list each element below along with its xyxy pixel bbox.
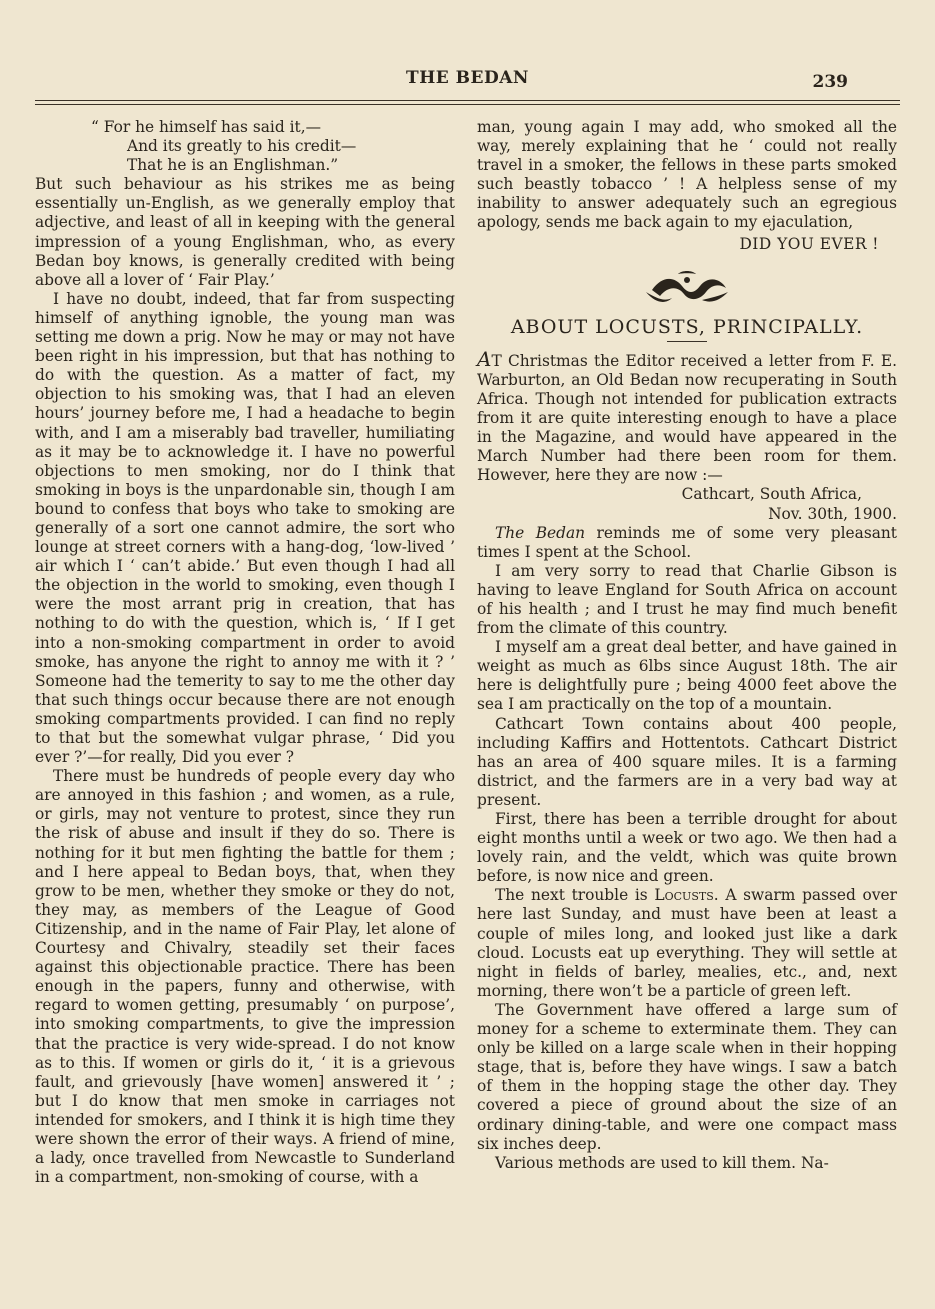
- dateline-place: Cathcart, South Africa,: [681, 485, 862, 504]
- paragraph-text: The next trouble is: [495, 886, 655, 905]
- paragraph: Cathcart Town contains about 400 people, including Kaffirs and Hottentots. Cathcart District has an area of 400 square miles. It is a farming district, and the farmers are in a very bad way at present.: [477, 714, 897, 809]
- dateline-date: Nov. 30th, 1900.: [768, 504, 897, 523]
- paragraph: man, young again I may add, who smoked all the way, merely explaining that he ‘ could not really travel in a smoker, the fellows in these parts smoked such beastly tobacco ’ ! A helpless sense of my inability to answer adequately such an egregious apology, sends me back again to my ejaculation,: [477, 118, 897, 232]
- left-column: [35, 118, 455, 1187]
- paragraph-text: reminds me of some very pleasant times I spent at the School.: [477, 523, 897, 561]
- poem-line: And its greatly to his credit—: [127, 137, 357, 156]
- right-column: [477, 118, 897, 1173]
- drop-cap: A: [477, 346, 492, 371]
- poem-quote: [35, 118, 455, 175]
- paragraph: I have no doubt, indeed, that far from suspecting himself of anything ignoble, the young man was setting me down a prig. Now he may or may not have been right in his impression, but that has nothing to do with the question. As a matter of fact, my objection to his smoking was, that I had an eleven hours’ journey before me, I had a headache to begin with, and I am a miserably bad traveller, humiliating as it may be to acknowledge it. I have no powerful objections to men smoking, nor do I think that smoking in boys is the unpardonable sin, though I am bound to confess that boys who take to smoking are generally of a sort one cannot admire, the sort who lounge at street corners with a hang-dog, ‘low-lived ’ air which I ‘ can’t abide.’ But even though I had all the objection in the world to smoking, even though I were the most arrant prig in creation, that has nothing to do with the question, which is, ‘ If I get into a non-smoking compartment in order to avoid smoke, has anyone the right to annoy me with it ? ’ Someone had the temerity to say to me the other day that such things occur because there are not enough smoking compartments provided. I can find no reply to that but the somewhat vulgar phrase, ‘ Did you ever ?’—for really, Did you ever ?: [35, 289, 455, 767]
- page-header: [35, 64, 900, 94]
- paragraph: But such behaviour as his strikes me as being essentially un-English, as we generally employ that adjective, and least of all in keeping with the general impression of a young Englishman, who, as every Bedan boy knows, is generally credited with being above all a lover of ‘ Fair Play.’: [35, 175, 455, 289]
- page-number: 239: [812, 72, 848, 92]
- paragraph: I myself am a great deal better, and have gained in weight as much as 6lbs since August 18th. The air here is delightfully pure ; being 4000 feet above the sea I am practically on the top of a mountain.: [477, 638, 897, 714]
- paragraph: Various methods are used to kill them. Na-: [495, 1153, 829, 1172]
- paragraph: [477, 524, 897, 562]
- paragraph: [477, 886, 897, 1001]
- small-caps-word: Locusts: [654, 886, 714, 905]
- paragraph: First, there has been a terrible drought for about eight months until a week or two ago. We then had a lovely rain, and the veldt, which was quite brown before, is now nice and green.: [477, 810, 897, 886]
- poem-line: “ For he himself has said it,—: [91, 118, 321, 136]
- running-title: THE BEDAN: [406, 68, 529, 88]
- paragraph-text: . A swarm passed over here last Sunday, and must have been at least a couple of miles long, and looked just like a dark cloud. Locusts eat up everything. They will settle at night in fields of barley, mealies, etc., and, next morning, there won’t be a particle of green left.: [477, 886, 897, 1000]
- heading-rule: [667, 341, 707, 342]
- poem-line: That he is an Englishman.”: [127, 156, 339, 175]
- italic-title: The Bedan: [495, 523, 586, 542]
- signoff: DID YOU EVER !: [739, 234, 879, 253]
- header-rule-thin: [35, 104, 900, 105]
- paragraph: I am very sorry to read that Charlie Gibson is having to leave England for South Africa on account of his health ; and I trust he may find much benefit from the climate of this country.: [477, 561, 897, 638]
- header-rule: [35, 100, 900, 101]
- paragraph: There must be hundreds of people every day who are annoyed in this fashion ; and women, as a rule, or girls, may not venture to protest, since they run the risk of abuse and insult if they do so. There is nothing for it but men fighting the battle for them ; and I here appeal to Bedan boys, that, when they grow to be men, whether they smoke or they do not, they may, as members of the League of Good Citizenship, and in the name of Fair Play, let alone of Courtesy and Chivalry, steadily set their faces against this objectionable practice. There has been enough in the papers, funny and otherwise, with regard to women getting, presumably ‘ on purpose’, into smoking compartments, to give the impression that the practice is very wide-spread. I do not know as to this. If women or girls do it, ‘ it is a grievous fault, and grievously [have women] answered it ’ ; but I do know that men smoke in carriages not intended for smokers, and I think it is high time they were shown the error of their ways. A friend of mine, a lady, once travelled from Newcastle to Sunderland in a compartment, non-smoking of course, with a: [35, 767, 455, 1187]
- paragraph: The Government have offered a large sum of money for a scheme to exterminate them. They can only be killed on a large scale when in their hopping stage, that is, before they have wings. I saw a batch of them in the hopping stage the other day. They covered a piece of ground about the size of an ordinary dining-table, and were one compact mass six inches deep.: [477, 1000, 897, 1153]
- ornament-icon: [642, 268, 732, 310]
- intro-text: T Christmas the Editor received a letter from F. E. Warburton, an Old Bedan now recuperating in South Africa. Though not intended for publication extracts from it are quite interesting enough to have a place in the Magazine, and would have appeared in the March Number had there been room for them. However, here they are now :—: [477, 351, 897, 485]
- intro-paragraph: [477, 346, 897, 486]
- article-heading: ABOUT LOCUSTS, PRINCIPALLY.: [510, 315, 864, 338]
